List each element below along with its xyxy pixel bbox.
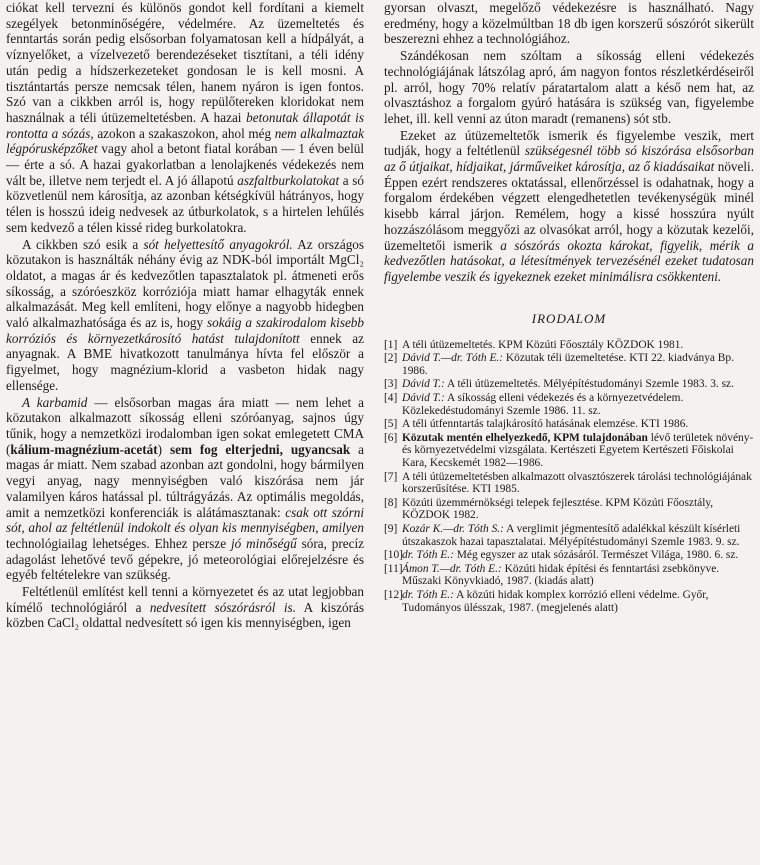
left-paragraph-3 — [6, 395, 364, 583]
emphasized-text: nem alkalmaztak légpórusképzőket — [6, 125, 364, 157]
reference-item — [384, 352, 754, 377]
emphasized-text: Dávid T.: — [402, 392, 445, 405]
emphasized-text: dr. Tóth E.: — [402, 588, 454, 601]
text-run: A közúti hidak komplex korrózió elleni védelme. Győr, Tudományos ülésszak, 1987. (megjelenés alatt) — [402, 588, 709, 614]
text-run: ciókat kell tervezni és különös gondot kell fordítani a kiemelt szegélyek betonminőségére, védelmére. Az üzemeltetés és fenntartás során pedig elsősorban folyamatosan kell a hídpályát, a víznyelőket, a vízelvezető berendezéseket tisztítani, a téli idény után pedig a hídszerkezeteket gondosan le is kell mosni. A tisztántartás persze nemcsak télen, hanem nyáron is igen fontos. Szó van a cikkben arról is, hogy repülőtereken kloridokat nem használnak a téli útüzemeltetésben. A hazai — [6, 0, 364, 125]
reference-item — [384, 549, 754, 562]
emphasized-text: a sószórás okozta károkat, figyelik, mérik a kedvezőtlen hatásokat, a létesítmények tervezésénél ezeket tudatosan figyelembe veszik és igyekeznek ezeket minimálisra csökkenteni. — [384, 237, 754, 284]
reference-number: [9] — [384, 522, 398, 535]
text-run: Közutak téli üzemeltetése. KTI 22. kiadványa Bp. 1986. — [402, 352, 734, 377]
text-run: Feltétlenül említést kell tenni a környezetet és az utat legjobban kímélő technológiáról a — [6, 584, 364, 615]
text-run: A téli útfenntartás talajkárosító hatásának elemzése. KTI 1986. — [402, 418, 689, 431]
reference-number: [2] — [384, 352, 398, 365]
right-paragraph-1 — [384, 0, 754, 47]
text-run: A síkosság elleni védekezés és a környezetvédelem. Közlekedéstudományi Szemle 1986. 11. sz. — [402, 392, 684, 417]
text-run: ) — [157, 441, 170, 457]
bold-text: Közutak mentén elhelyezkedő, KPM tulajdonában — [402, 431, 648, 444]
bold-text: kálium-magnézium-acetát — [10, 441, 158, 457]
emphasized-text: Dávid T.—dr. Tóth E.: — [402, 352, 504, 365]
left-paragraph-4 — [6, 584, 364, 631]
right-paragraph-3 — [384, 128, 754, 285]
reference-number: [11] — [384, 562, 403, 575]
emphasized-text: Kozár K.—dr. Tóth S.: — [402, 522, 504, 535]
reference-number: [6] — [384, 431, 398, 444]
reference-number: [5] — [384, 418, 398, 431]
reference-item — [384, 523, 754, 548]
reference-item — [384, 471, 754, 496]
text-run: A téli útüzemeltetés. KPM Közúti Főosztály KÖZDOK 1981. — [402, 338, 684, 351]
text-run: a magas ár miatt. Nem szabad azonban azt gondolni, hogy bármilyen vegyi anyag, nagy mennyiségben való kiszórása nem jár valamilyen káros hatással pl. túltrágyázás. Az optimális megoldás, amit a nemzetközi konferenciák is alátámasztanak: — [6, 441, 364, 520]
bold-text: sem fog elterjedni, ugyancsak — [169, 441, 351, 457]
reference-number: [8] — [384, 496, 398, 509]
emphasized-text: aszfaltburkolatokat — [237, 172, 340, 188]
right-paragraph-2 — [384, 48, 754, 127]
reference-number: [4] — [384, 392, 398, 405]
text-run: ennek az anyagnak. A BME hivatkozott tanulmánya hívta fel először a figyelmet, hogy magnézium-klorid a vasbeton hidak nagy ellensége. — [6, 330, 365, 393]
text-run: Közúti üzemmérnökségi telepek fejlesztése. KPM Közúti Főosztály, KÖZDOK 1982. — [402, 496, 714, 522]
text-run: technológiailag lehetséges. Ehhez persze — [6, 535, 231, 551]
reference-list — [384, 339, 754, 614]
emphasized-text: nedvesített sószórásról is. — [149, 599, 296, 615]
references-heading: IRODALOM — [531, 310, 607, 326]
reference-item — [384, 418, 754, 431]
reference-item — [384, 497, 754, 522]
emphasized-text: sokáig a szakirodalom kisebb korróziós és környezetkárosító hatást tulajdonított — [6, 315, 364, 346]
emphasized-text: Ámon T.—dr. Tóth E.: — [402, 562, 502, 575]
left-column — [6, 0, 364, 865]
text-run: A cikkben szó esik a — [22, 236, 144, 252]
text-run: lévő területek növény- és környezetvédelmi vizsgálata. Kertészeti Egyetem Kertészeti Főiskolai Kara, Kecskemét 1982—1986. — [402, 431, 754, 469]
emphasized-text: A karbamid — [22, 394, 88, 410]
reference-item — [384, 339, 754, 352]
text-run: Közúti hidak építési és fenntartási zsebkönyve. Műszaki Könyvkiadó, 1987. (kiadás alatt) — [402, 562, 720, 588]
text-run: A téli útüzemeltetésben alkalmazott olvasztószerek tárolási technológiájának korszerűsítése. KTI 1985. — [402, 470, 752, 496]
reference-number: [3] — [384, 378, 398, 391]
reference-item — [384, 563, 754, 588]
text-run: Az országos közutakon is használták néhány évig az NDK-ból importált MgCl₂ oldatot, a magas ár és kedvezőtlen tapasztalatok pl. átmeneti erős síkosság, a szóróeszköz korróziója miatt hamar elhagyták ennek alkalmazását. Meg kell említeni, hogy előnye a nagyobb hidegben való alkalmazhatósága és az is, hogy — [6, 236, 365, 331]
text-run: A verglimit jégmentesítő adalékkal készült kísérleti útszakaszok hazai tapasztalatai. Mélyépítéstudományi Szemle 1983. 9. sz. — [402, 522, 741, 548]
reference-number: [7] — [384, 470, 398, 483]
text-run: a só közvetlenül nem károsítja, az azonban kétségkívül hátrányos, hogy télen is hosszú ideig nedvesek az útburkolatok, s a hirtelen lehűlés sem kedvező a télen kissé rideg burkolatokra. — [6, 172, 364, 235]
reference-item — [384, 378, 754, 391]
text-run: növeli. Éppen ezért rendszeres oktatással, ellenőrzéssel is odahatnak, hogy a forgalom érdekében végzett elengedhetetlen tevékenységük minél kisebb kárral járjon. Remélem, hogy a kissé hosszúra nyúlt hozzászólásom meggyőzi az olvasókat arról, hogy a közutak kezelői, üzemeltetői ismerik — [384, 159, 755, 253]
text-run: — elsősorban magas ára miatt — nem lehet a közutakon alkalmazott síkosság elleni szóróanyag, sajnos úgy tűnik, hogy a nemzetközi irodalomban igen sokat emlegetett CMA ( — [6, 394, 364, 457]
text-run: vagy ahol a betont fiatal korában — 1 éven belül — érte a só. A hazai gyakorlatban a lenolajkenés védekezés nem vált be, illetve nem terjedt el. A jó állapotú — [6, 141, 364, 188]
reference-number: [10] — [384, 549, 403, 562]
text-run: sóra, precíz adagolást lehetővé tevő gépekre, jó meteorológiai előrejelzésre és egyéb feltételekre van szükség. — [6, 535, 364, 583]
text-run: A kiszórás közben CaCl₂ oldattal nedvesített só igen kis mennyiségben, igen — [6, 599, 365, 631]
reference-item — [384, 392, 754, 417]
left-paragraph-2 — [6, 237, 364, 394]
reference-item — [384, 432, 754, 470]
emphasized-text: sót helyettesítő anyagokról. — [143, 236, 293, 252]
text-run: Még egyszer az utak sózásáról. Természet Világa, 1980. 6. sz. — [453, 549, 739, 562]
emphasized-text: betonutak állapotát is rontotta a sózás, — [6, 109, 364, 141]
text-run: Ezeket az útüzemeltetők ismerik és figyelembe veszik, mert tudják, hogy a feltétlenül — [384, 127, 754, 159]
text-run: azokon a szakaszokon, ahol még — [93, 125, 275, 141]
reference-number: [1] — [384, 338, 398, 351]
reference-number: [12] — [384, 588, 403, 601]
right-column — [384, 0, 754, 865]
left-paragraph-1 — [6, 0, 364, 236]
emphasized-text: dr. Tóth E.: — [402, 549, 454, 562]
reference-item — [384, 589, 754, 614]
emphasized-text: jó minőségű — [231, 535, 297, 551]
text-run: Szándékosan nem szóltam a síkosság elleni védekezés technológiájának látszólag apró, ám nagyon fontos részletkérdéseiről pl. arról, hogy 70% relatív páratartalom alatt a késő nem hat, az olvasztáshoz a forgalom gyúró hatására is szükség van, figyelembe lehet, ill. kell venni az úton maradt (remanens) sót stb. — [384, 48, 754, 126]
emphasized-text: Dávid T.: — [402, 378, 445, 391]
text-run: gyorsan olvaszt, megelőző védekezésre is használható. Nagy eredmény, hogy a közelmúltban 18 db igen korszerű sószórót sikerült beszerezni ehhez a technológiához. — [384, 0, 754, 47]
emphasized-text: csak ott szórni sót, ahol az feltétlenül indokolt és olyan kis mennyiségben, amilyen — [6, 504, 364, 536]
emphasized-text: szükségesnél több só kiszórása elsősorban az ő útjaikat, hídjaikat, járműveiket károsítja, az ő kiadásaikat — [384, 143, 754, 175]
text-run: A téli útüzemeltetés. Mélyépítéstudományi Szemle 1983. 3. sz. — [444, 378, 734, 391]
